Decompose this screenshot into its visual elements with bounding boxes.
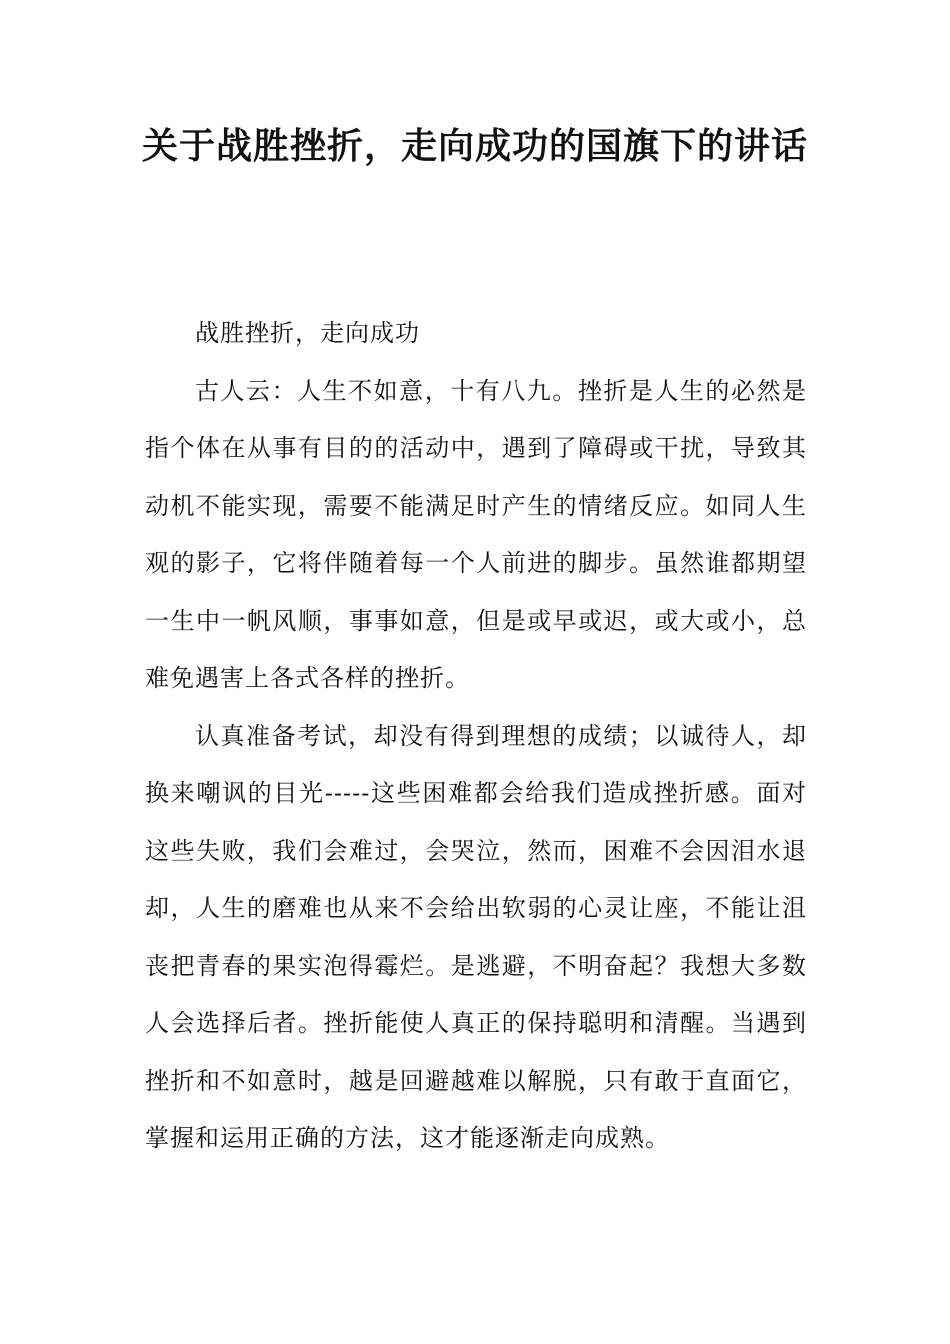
document-body [145, 305, 807, 1168]
document-title: 关于战胜挫折，走向成功的国旗下的讲话 [141, 125, 808, 167]
paragraph-1: 古人云：人生不如意，十有八九。挫折是人生的必然是指个体在从事有目的的活动中，遇到了障碍或干扰，导致其动机不能实现，需要不能满足时产生的情绪反应。如同人生观的影子，它将伴随着每一个人前进的脚步。虽然谁都期望一生中一帆风顺，事事如意，但是或早或迟，或大或小，总难免遇害上各式各样的挫折。 [145, 376, 807, 692]
paragraph-2: 认真准备考试，却没有得到理想的成绩；以诚待人，却换来嘲讽的目光-----这些困难都会给我们造成挫折感。面对这些失败，我们会难过，会哭泣，然而，困难不会因泪水退却，人生的磨难也从来不会给出软弱的心灵让座，不能让沮丧把青春的果实泡得霉烂。是逃避，不明奋起？我想大多数人会选择后者。挫折能使人真正的保持聪明和清醒。当遇到挫折和不如意时，越是回避越难以解脱，只有敢于直面它，掌握和运用正确的方法，这才能逐渐走向成熟。 [145, 721, 807, 1152]
paragraph-subtitle: 战胜挫折，走向成功 [195, 319, 420, 347]
